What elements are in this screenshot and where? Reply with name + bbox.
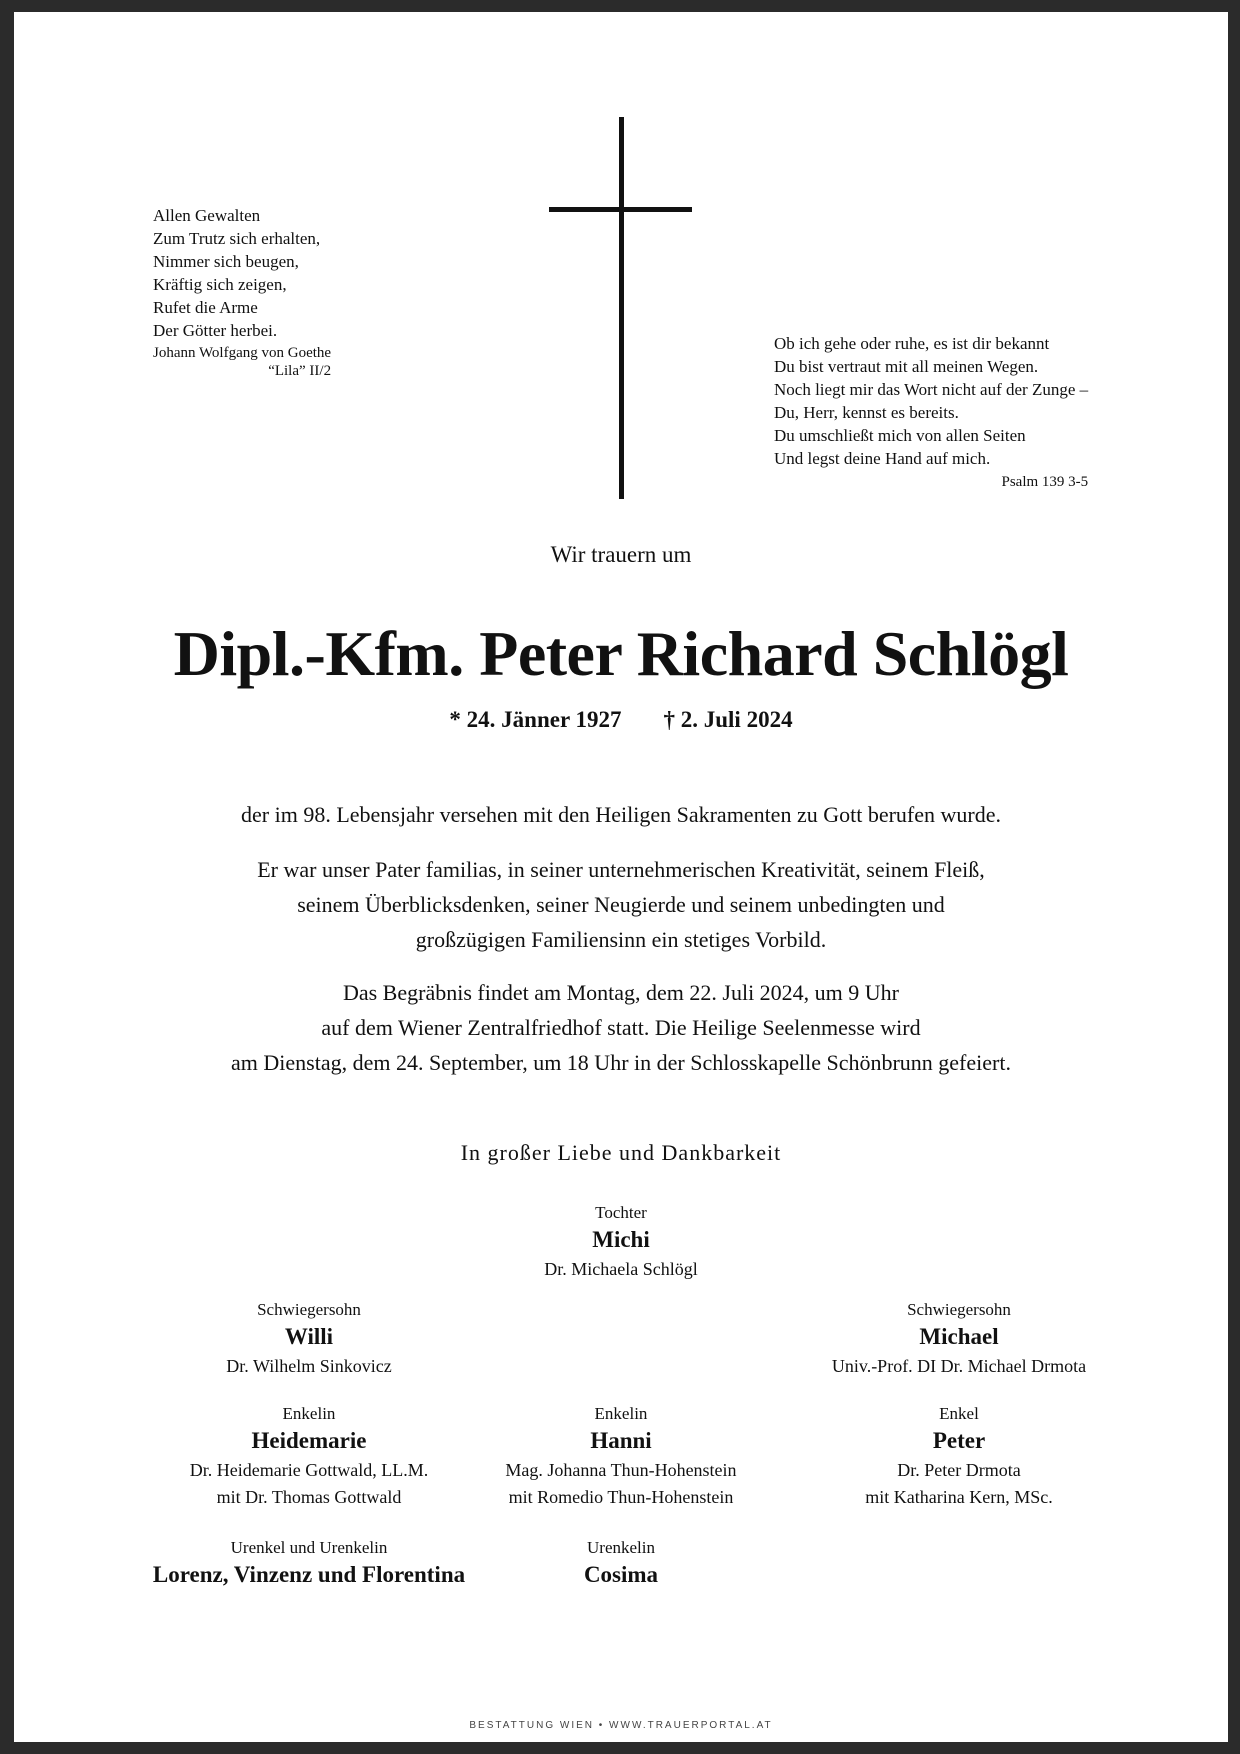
- paragraph-line: großzügigen Familiensinn ein stetiges Vorbild.: [415, 927, 827, 952]
- cross-vertical-icon: [619, 117, 624, 499]
- full-name: Dr. Wilhelm Sinkovicz: [226, 1356, 392, 1376]
- family-son-in-law-1: [109, 1299, 509, 1380]
- psalm-right: [774, 332, 1088, 492]
- poem-author: Johann Wolfgang von Goethe: [153, 345, 332, 361]
- psalm-line: Und legst deine Hand auf mich.: [774, 449, 991, 468]
- full-name: Mag. Johanna Thun-Hohenstein: [505, 1460, 737, 1480]
- paragraph-line: Er war unser Pater familias, in seiner unternehmerischen Kreativität, seinem Fleiß,: [257, 857, 985, 882]
- psalm-line: Du, Herr, kennst es bereits.: [774, 403, 959, 422]
- dedication: In großer Liebe und Dankbarkeit: [460, 1140, 782, 1165]
- intro-text: Wir trauern um: [550, 542, 692, 567]
- psalm-source: Psalm 139 3-5: [1001, 474, 1089, 490]
- relation-label: Tochter: [595, 1203, 647, 1222]
- family-son-in-law-2: [759, 1299, 1159, 1380]
- obituary-page: [14, 12, 1228, 1742]
- life-dates: [14, 707, 1228, 733]
- paragraph-sacraments: der im 98. Lebensjahr versehen mit den Heiligen Sakramenten zu Gott berufen wurde.: [241, 802, 1001, 827]
- first-name: Michael: [919, 1324, 999, 1349]
- full-name: Dr. Michaela Schlögl: [544, 1259, 698, 1279]
- poem-source: “Lila” II/2: [268, 363, 332, 379]
- family-grandson: [759, 1403, 1159, 1511]
- full-name: Dr. Peter Drmota: [897, 1460, 1021, 1480]
- poem-line: Allen Gewalten: [153, 206, 261, 225]
- partner-name: mit Romedio Thun-Hohenstein: [508, 1487, 734, 1507]
- relation-label: Urenkelin: [587, 1538, 655, 1557]
- paragraph-line: seinem Überblicksdenken, seiner Neugierde und seinem unbedingten und: [297, 892, 945, 917]
- first-name: Peter: [932, 1428, 986, 1453]
- cross-horizontal-icon: [549, 207, 692, 212]
- relation-label: Schwiegersohn: [907, 1300, 1011, 1319]
- psalm-line: Du umschließt mich von allen Seiten: [774, 426, 1026, 445]
- family-daughter: [421, 1202, 821, 1283]
- paragraph-line: Das Begräbnis findet am Montag, dem 22. Juli 2024, um 9 Uhr: [342, 980, 900, 1005]
- paragraph-tribute: [14, 852, 1228, 957]
- poem-left: [153, 204, 331, 380]
- poem-line: Nimmer sich beugen,: [153, 252, 299, 271]
- partner-name: mit Dr. Thomas Gottwald: [216, 1487, 402, 1507]
- first-name: Hanni: [590, 1428, 652, 1453]
- psalm-line: Du bist vertraut mit all meinen Wegen.: [774, 357, 1039, 376]
- relation-label: Enkelin: [594, 1404, 648, 1423]
- psalm-line: Noch liegt mir das Wort nicht auf der Zunge –: [774, 380, 1089, 399]
- family-great-granddaughter: [421, 1537, 821, 1591]
- footer-publisher: BESTATTUNG WIEN • WWW.TRAUERPORTAL.AT: [469, 1720, 773, 1731]
- relation-label: Schwiegersohn: [257, 1300, 361, 1319]
- first-name: Willi: [284, 1324, 334, 1349]
- psalm-line: Ob ich gehe oder ruhe, es ist dir bekannt: [774, 334, 1050, 353]
- poem-line: Zum Trutz sich erhalten,: [153, 229, 321, 248]
- poem-line: Kräftig sich zeigen,: [153, 275, 287, 294]
- first-name: Lorenz, Vinzenz und Florentina: [152, 1562, 466, 1587]
- birth-date: * 24. Jänner 1927: [449, 707, 622, 732]
- full-name: Univ.-Prof. DI Dr. Michael Drmota: [831, 1356, 1087, 1376]
- first-name: Heidemarie: [251, 1428, 367, 1453]
- relation-label: Urenkel und Urenkelin: [230, 1538, 388, 1557]
- poem-line: Rufet die Arme: [153, 298, 258, 317]
- deceased-name: Dipl.-Kfm. Peter Richard Schlögl: [173, 618, 1069, 689]
- paragraph-line: auf dem Wiener Zentralfriedhof statt. Die Heilige Seelenmesse wird: [321, 1015, 921, 1040]
- first-name: Michi: [592, 1227, 650, 1252]
- paragraph-line: am Dienstag, dem 24. September, um 18 Uhr in der Schlosskapelle Schönbrunn gefeiert.: [231, 1050, 1011, 1075]
- paragraph-funeral: [14, 975, 1228, 1080]
- partner-name: mit Katharina Kern, MSc.: [865, 1487, 1053, 1507]
- relation-label: Enkelin: [282, 1404, 336, 1423]
- first-name: Cosima: [583, 1562, 659, 1587]
- relation-label: Enkel: [939, 1404, 979, 1423]
- death-date: † 2. Juli 2024: [663, 707, 793, 732]
- poem-line: Der Götter herbei.: [153, 321, 278, 340]
- full-name: Dr. Heidemarie Gottwald, LL.M.: [189, 1460, 429, 1480]
